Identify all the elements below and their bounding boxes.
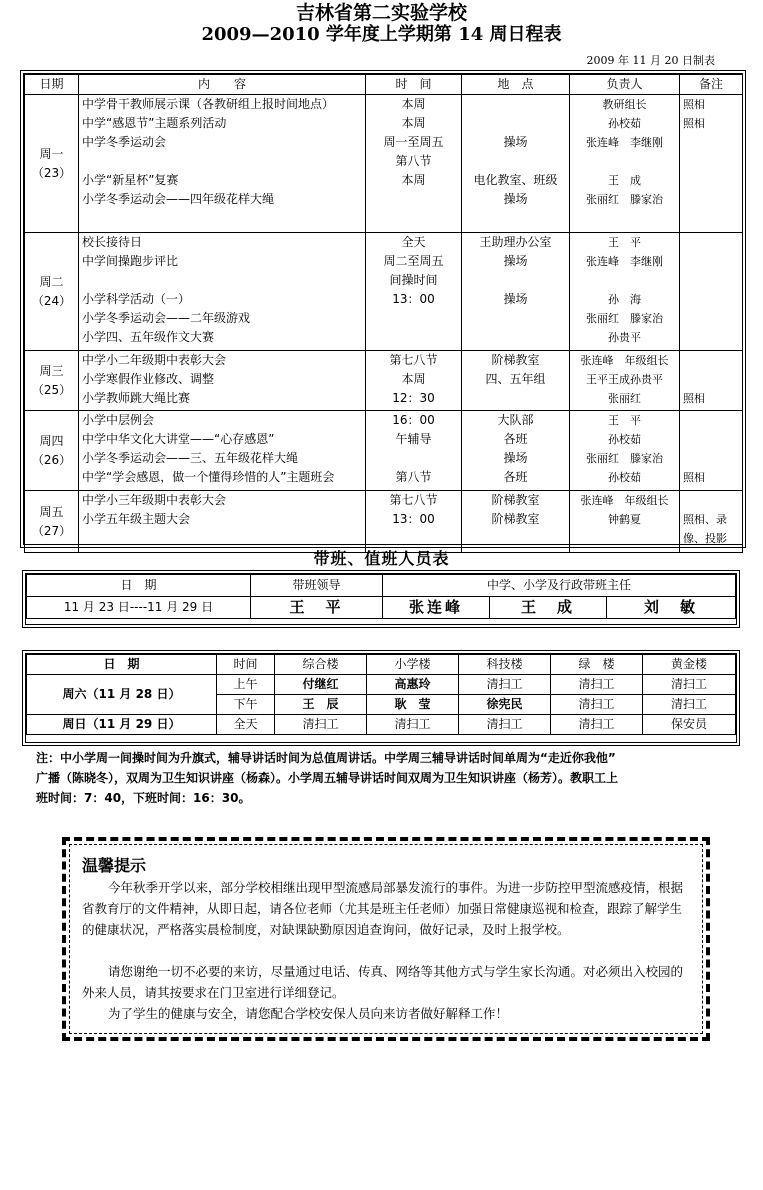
cell-line: 中学“感恩节”主题系列活动 bbox=[82, 116, 227, 130]
wk-cell: 清扫工 bbox=[275, 715, 367, 735]
day-content bbox=[79, 351, 366, 411]
cell-line: 孙校茹 bbox=[608, 433, 641, 446]
cell-line: 午辅导 bbox=[395, 432, 432, 446]
cell-line bbox=[683, 152, 739, 171]
cell-line bbox=[82, 152, 362, 171]
duty-col-leader: 带班领导 bbox=[251, 575, 383, 597]
cell-line: 各班 bbox=[503, 432, 528, 446]
duty-leader: 王 平 bbox=[251, 597, 383, 619]
day-number: （24） bbox=[31, 293, 72, 308]
day-note bbox=[680, 233, 743, 351]
cell-line bbox=[465, 152, 566, 171]
cell-line bbox=[683, 271, 739, 290]
cell-line: 第八节 bbox=[395, 470, 432, 484]
cell-line: 操场 bbox=[503, 451, 528, 465]
cell-line: 王助理办公室 bbox=[479, 235, 552, 249]
cell-line bbox=[683, 328, 739, 347]
day-place bbox=[462, 233, 570, 351]
day-note bbox=[680, 351, 743, 411]
cell-line: 中学“学会感恩，做一个懂得珍惜的人”主题班会 bbox=[82, 470, 335, 484]
day-time bbox=[366, 411, 462, 491]
day-place bbox=[462, 411, 570, 491]
cell-line bbox=[465, 328, 566, 347]
cell-line: 孙校茹 bbox=[608, 117, 641, 130]
day-number: （23） bbox=[31, 165, 72, 180]
school-name: 吉林省第二实验学校 bbox=[295, 2, 467, 24]
col-note: 备注 bbox=[680, 75, 743, 95]
cell-line: 中学间操跑步评比 bbox=[82, 254, 179, 268]
cell-line bbox=[369, 309, 458, 328]
day-row bbox=[25, 95, 743, 233]
cell-line: 小学寒假作业修改、调整 bbox=[82, 372, 215, 386]
cell-line: 张连峰 李继刚 bbox=[586, 136, 663, 149]
day-time bbox=[366, 95, 462, 233]
wk-col-building: 绿 楼 bbox=[551, 655, 643, 675]
cell-line: 王 成 bbox=[608, 174, 641, 187]
wk-col-date: 日 期 bbox=[27, 655, 217, 675]
cell-line: 阶梯教室 bbox=[491, 512, 540, 526]
wk-cell: 保安员 bbox=[643, 715, 736, 735]
cell-line: 大队部 bbox=[497, 413, 534, 427]
day-name: 周五 bbox=[39, 504, 64, 519]
cell-line: 13：00 bbox=[392, 292, 435, 306]
day-row bbox=[25, 233, 743, 351]
cell-line: 第七八节 bbox=[389, 353, 438, 367]
duty-col-directors: 中学、小学及行政带班主任 bbox=[383, 575, 736, 597]
wk-cell: 徐宪民 bbox=[459, 695, 551, 715]
cell-line: 本周 bbox=[401, 173, 426, 187]
day-note bbox=[680, 491, 743, 553]
cell-line bbox=[573, 271, 676, 290]
cell-line bbox=[465, 95, 566, 114]
day-person bbox=[570, 491, 680, 553]
cell-line: 阶梯教室 bbox=[491, 353, 540, 367]
cell-line: 16：00 bbox=[392, 413, 435, 427]
tips-box bbox=[62, 837, 710, 1041]
col-content: 内 容 bbox=[79, 75, 366, 95]
duty-col-date: 日 期 bbox=[27, 575, 251, 597]
weekend-row bbox=[27, 675, 736, 695]
duty-director: 张连峰 bbox=[383, 597, 490, 619]
page-title: 2009—2010 学年度上学期第 14 周日程表 bbox=[201, 24, 562, 45]
cell-line: 小学冬季运动会——二年级游戏 bbox=[82, 311, 251, 325]
duty-director: 刘 敏 bbox=[606, 597, 735, 619]
weekend-frame bbox=[22, 650, 740, 746]
cell-line: 张丽红 滕家治 bbox=[586, 312, 663, 325]
wk-col-time: 时间 bbox=[217, 655, 275, 675]
cell-line: 王 平 bbox=[608, 414, 641, 427]
cell-line: 间操时间 bbox=[389, 273, 438, 287]
day-row bbox=[25, 351, 743, 411]
day-content bbox=[79, 491, 366, 553]
cell-line bbox=[369, 190, 458, 209]
cell-line: 孙校茹 bbox=[608, 471, 641, 484]
note-line: 班时间：7：40，下班时间：16：30。 bbox=[36, 791, 251, 805]
day-label bbox=[25, 95, 79, 233]
day-time bbox=[366, 491, 462, 553]
wk-col-building: 综合楼 bbox=[275, 655, 367, 675]
cell-line: 小学科学活动（一） bbox=[82, 292, 191, 306]
cell-line bbox=[573, 152, 676, 171]
wk-col-building: 黄金楼 bbox=[643, 655, 736, 675]
tips-paragraph: 请您谢绝一切不必要的来访，尽量通过电话、传真、网络等其他方式与学生家长沟通。对必须出入校园的外来人员，请其按要求在门卫室进行详细登记。 bbox=[82, 964, 684, 1000]
wk-cell: 王 辰 bbox=[275, 695, 367, 715]
cell-line: 钟鹤夏 bbox=[608, 513, 641, 526]
day-row bbox=[25, 491, 743, 553]
weekend-row bbox=[27, 715, 736, 735]
cell-line: 张连峰 年级组长 bbox=[580, 354, 669, 367]
day-content bbox=[79, 95, 366, 233]
day-person bbox=[570, 351, 680, 411]
tips-paragraph: 为了学生的健康与安全，请您配合学校安保人员向来访者做好解释工作！ bbox=[108, 1006, 509, 1021]
cell-line: 操场 bbox=[503, 292, 528, 306]
day-content bbox=[79, 411, 366, 491]
cell-line bbox=[683, 309, 739, 328]
day-place bbox=[462, 95, 570, 233]
cell-line bbox=[683, 411, 739, 430]
wk-cell: 清扫工 bbox=[551, 695, 643, 715]
cell-line: 张连峰 李继刚 bbox=[586, 255, 663, 268]
day-row bbox=[25, 411, 743, 491]
cell-line: 照相 bbox=[683, 117, 705, 130]
col-place: 地 点 bbox=[462, 75, 570, 95]
cell-line: 各班 bbox=[503, 470, 528, 484]
cell-line bbox=[683, 171, 739, 190]
wk-date: 周六（11 月 28 日） bbox=[27, 675, 217, 715]
note-block bbox=[36, 748, 736, 808]
cell-line: 照相 bbox=[683, 392, 705, 405]
day-number: （26） bbox=[31, 452, 72, 467]
cell-line: 张丽红 滕家治 bbox=[586, 193, 663, 206]
note-line: 注：中小学周一间操时间为升旗式，辅导讲话时间为总值周讲话。中学周三辅导讲话时间单周为“走近你我他” bbox=[36, 751, 616, 765]
day-name: 周三 bbox=[39, 363, 64, 378]
cell-line bbox=[683, 430, 739, 449]
cell-line: 本周 bbox=[401, 97, 426, 111]
cell-line: 王 平 bbox=[608, 236, 641, 249]
cell-line: 中学骨干教师展示课（各教研组上报时间地点） bbox=[82, 97, 335, 111]
schedule-table bbox=[24, 74, 743, 553]
cell-line: 校长接待日 bbox=[82, 235, 143, 249]
day-label bbox=[25, 411, 79, 491]
cell-line: 小学教师跳大绳比赛 bbox=[82, 391, 191, 405]
cell-line: 照相 bbox=[683, 471, 705, 484]
cell-line: 周二至周五 bbox=[383, 254, 444, 268]
duty-table bbox=[26, 574, 736, 619]
wk-cell: 清扫工 bbox=[643, 675, 736, 695]
day-person bbox=[570, 233, 680, 351]
cell-line: 四、五年组 bbox=[485, 372, 546, 386]
cell-line bbox=[369, 449, 458, 468]
cell-line: 阶梯教室 bbox=[491, 493, 540, 507]
cell-line: 全天 bbox=[401, 235, 426, 249]
day-content bbox=[79, 233, 366, 351]
cell-line bbox=[369, 328, 458, 347]
cell-line: 本周 bbox=[401, 116, 426, 130]
day-name: 周一 bbox=[39, 146, 64, 161]
wk-col-building: 小学楼 bbox=[367, 655, 459, 675]
cell-line: 小学四、五年级作文大赛 bbox=[82, 330, 215, 344]
cell-line bbox=[683, 190, 739, 209]
day-name: 周二 bbox=[39, 274, 64, 289]
cell-line: 小学五年级主题大会 bbox=[82, 512, 191, 526]
wk-time: 上午 bbox=[217, 675, 275, 695]
cell-line: 周一至周五 bbox=[383, 135, 444, 149]
tips-title: 温馨提示 bbox=[82, 856, 147, 875]
cell-line: 中学小三年级期中表彰大会 bbox=[82, 493, 227, 507]
day-label bbox=[25, 233, 79, 351]
col-person: 负责人 bbox=[570, 75, 680, 95]
wk-date: 周日（11 月 29 日） bbox=[27, 715, 217, 735]
cell-line: 操场 bbox=[503, 192, 528, 206]
cell-line: 操场 bbox=[503, 135, 528, 149]
cell-line: 小学中层例会 bbox=[82, 413, 155, 427]
wk-cell: 清扫工 bbox=[459, 675, 551, 695]
cell-line: 操场 bbox=[503, 254, 528, 268]
wk-cell: 清扫工 bbox=[643, 695, 736, 715]
wk-cell: 清扫工 bbox=[551, 675, 643, 695]
cell-line bbox=[683, 233, 739, 252]
wk-time: 下午 bbox=[217, 695, 275, 715]
tips-paragraph: 今年秋季开学以来，部分学校相继出现甲型流感局部暴发流行的事件。为进一步防控甲型流感疫情，根据省教育厅的文件精神，从即日起，请各位老师（尤其是班主任老师）加强日常健康巡视和检查，跟踪了解学生的健康状况，严格落实晨检制度，对缺课缺勤原因追查询问，做好记录，及时上报学校。 bbox=[82, 880, 684, 937]
cell-line: 13：00 bbox=[392, 512, 435, 526]
duty-date: 11 月 23 日----11 月 29 日 bbox=[27, 597, 251, 619]
cell-line: 电化教室、班级 bbox=[473, 173, 558, 187]
cell-line bbox=[82, 271, 362, 290]
day-number: （27） bbox=[31, 523, 72, 538]
weekend-table bbox=[26, 654, 736, 735]
cell-line: 张连峰 年级组长 bbox=[580, 494, 669, 507]
day-place bbox=[462, 491, 570, 553]
day-time bbox=[366, 351, 462, 411]
day-person bbox=[570, 95, 680, 233]
wk-cell: 清扫工 bbox=[367, 715, 459, 735]
cell-line: 孙 海 bbox=[608, 293, 641, 306]
cell-line: 张丽红 滕家治 bbox=[586, 452, 663, 465]
day-note bbox=[680, 411, 743, 491]
note-line: 广播（陈晓冬），双周为卫生知识讲座（杨森）。小学周五辅导讲话时间双周为卫生知识讲座（杨芳）。教职工上 bbox=[36, 771, 619, 785]
cell-line bbox=[683, 351, 739, 370]
day-time bbox=[366, 233, 462, 351]
wk-time: 全天 bbox=[217, 715, 275, 735]
cell-line: 中学冬季运动会 bbox=[82, 135, 167, 149]
cell-line bbox=[683, 133, 739, 152]
cell-line bbox=[683, 449, 739, 468]
cell-line bbox=[683, 290, 739, 309]
cell-line: 中学中华文化大讲堂——“心存感恩” bbox=[82, 432, 275, 446]
duty-frame bbox=[22, 570, 740, 628]
cell-line: 第七八节 bbox=[389, 493, 438, 507]
cell-line: 照相、录 bbox=[683, 513, 727, 526]
schedule-header-row bbox=[25, 75, 743, 95]
day-label bbox=[25, 351, 79, 411]
wk-cell: 耿 莹 bbox=[367, 695, 459, 715]
wk-cell: 高惠玲 bbox=[367, 675, 459, 695]
cell-line bbox=[465, 271, 566, 290]
cell-line bbox=[465, 389, 566, 408]
day-note bbox=[680, 95, 743, 233]
day-name: 周四 bbox=[39, 433, 64, 448]
cell-line: 教研组长 bbox=[602, 98, 647, 111]
day-number: （25） bbox=[31, 382, 72, 397]
cell-line: 本周 bbox=[401, 372, 426, 386]
cell-line: 像、投影 bbox=[683, 532, 727, 545]
schedule-frame bbox=[20, 70, 746, 548]
cell-line bbox=[465, 114, 566, 133]
cell-line: 王平王成孙贵平 bbox=[586, 373, 663, 386]
day-person bbox=[570, 411, 680, 491]
duty-director: 王 成 bbox=[489, 597, 606, 619]
cell-line: 小学“新星杯”复赛 bbox=[82, 173, 179, 187]
wk-cell: 付继红 bbox=[275, 675, 367, 695]
day-label bbox=[25, 491, 79, 553]
cell-line bbox=[683, 491, 739, 510]
cell-line: 小学冬季运动会——四年级花样大绳 bbox=[82, 192, 275, 206]
made-date: 2009 年 11 月 20 日制表 bbox=[586, 54, 715, 67]
cell-line: 孙贵平 bbox=[608, 331, 641, 344]
wk-cell: 清扫工 bbox=[551, 715, 643, 735]
cell-line: 小学冬季运动会——三、五年级花样大绳 bbox=[82, 451, 299, 465]
cell-line bbox=[465, 309, 566, 328]
cell-line: 照相 bbox=[683, 98, 705, 111]
cell-line bbox=[683, 370, 739, 389]
wk-cell: 清扫工 bbox=[459, 715, 551, 735]
col-time: 时 间 bbox=[366, 75, 462, 95]
cell-line: 中学小二年级期中表彰大会 bbox=[82, 353, 227, 367]
cell-line: 12：30 bbox=[392, 391, 435, 405]
weekend-header-row bbox=[27, 655, 736, 675]
duty-title: 带班、值班人员表 bbox=[313, 549, 450, 568]
col-date: 日期 bbox=[25, 75, 79, 95]
cell-line: 第八节 bbox=[395, 154, 432, 168]
cell-line bbox=[683, 252, 739, 271]
wk-col-building: 科技楼 bbox=[459, 655, 551, 675]
cell-line: 张丽红 bbox=[608, 392, 641, 405]
day-place bbox=[462, 351, 570, 411]
